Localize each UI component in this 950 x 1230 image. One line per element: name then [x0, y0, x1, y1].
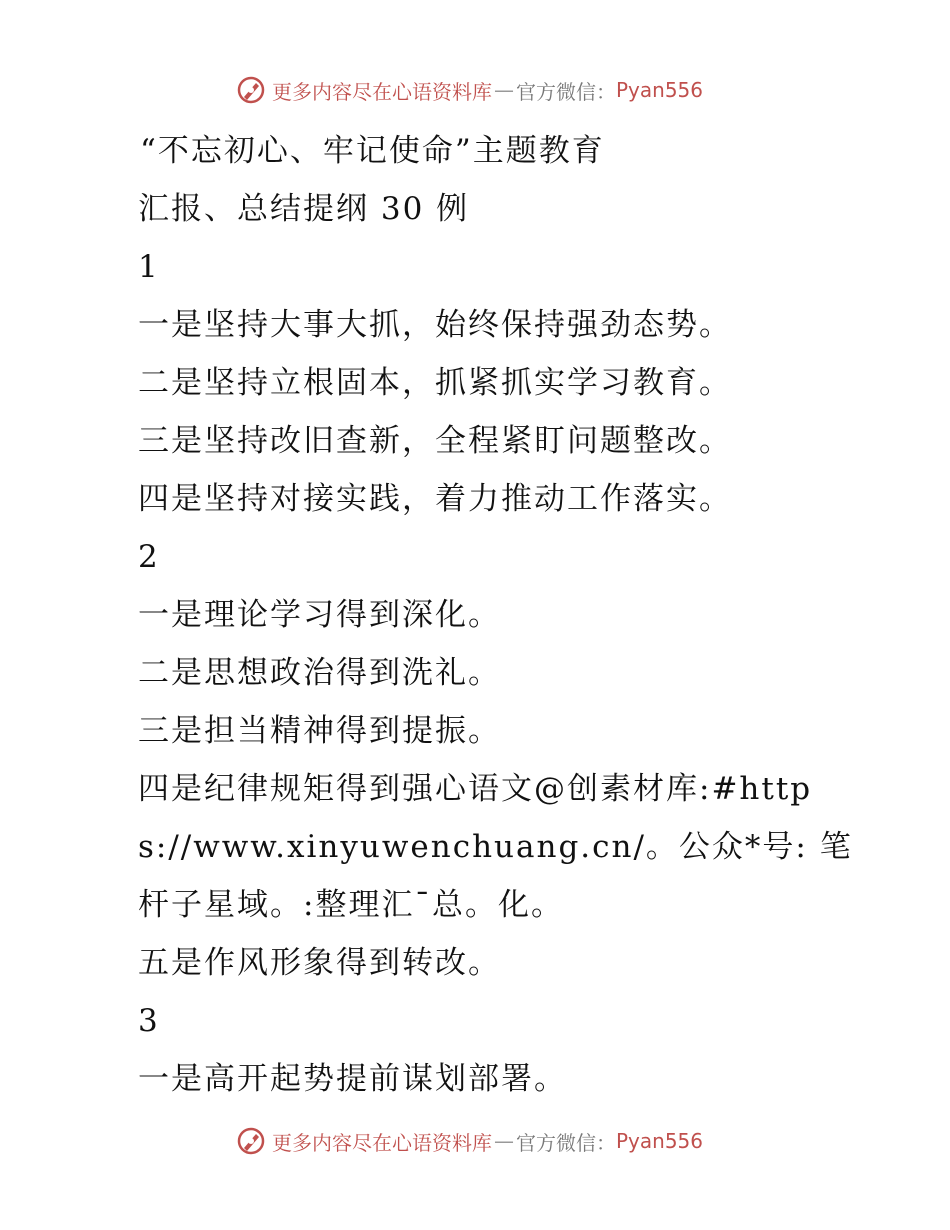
banner-text: 更多内容尽在心语资料库: [272, 1130, 492, 1155]
document-title-line-1: “不忘初心、牢记使命”主题教育: [140, 133, 605, 169]
pen-logo-icon: [236, 1126, 266, 1156]
wechat-label: 官方微信：: [516, 79, 616, 104]
section-number-3: 3: [138, 1003, 160, 1039]
section-1-item-4: 四是坚持对接实践，着力推动工作落实。: [138, 481, 732, 517]
document-body: [96, 122, 856, 1108]
section-1-item-1: 一是坚持大事大抓，始终保持强劲态势。: [138, 307, 732, 343]
section-number-2: 2: [138, 539, 160, 575]
section-2-item-5: 五是作风形象得到转改。: [138, 945, 501, 981]
header-banner: [236, 73, 703, 107]
footer-banner: [236, 1124, 703, 1158]
section-2-item-4: 四是纪律规矩得到强心语文@创素材库:#https://www.xinyuwenchuang.cn/。公众*号: 笔杆子星域。:整理汇¯总。化。: [138, 771, 853, 923]
section-2-item-1: 一是理论学习得到深化。: [138, 597, 501, 633]
section-2-item-3: 三是担当精神得到提振。: [138, 713, 501, 749]
section-2-item-2: 二是思想政治得到洗礼。: [138, 655, 501, 691]
wechat-label: 官方微信：: [516, 1130, 616, 1155]
document-title-line-2: 汇报、总结提纲 30 例: [138, 191, 470, 227]
section-3-item-1: 一是高开起势提前谋划部署。: [138, 1061, 567, 1097]
wechat-id: Pyan556: [616, 1129, 704, 1153]
section-1-item-2: 二是坚持立根固本，抓紧抓实学习教育。: [138, 365, 732, 401]
banner-text: 更多内容尽在心语资料库: [272, 79, 492, 104]
banner-dash: —: [494, 1129, 514, 1153]
pen-logo-icon: [236, 75, 266, 105]
section-number-1: 1: [138, 249, 160, 285]
wechat-id: Pyan556: [616, 78, 704, 102]
section-1-item-3: 三是坚持改旧查新，全程紧盯问题整改。: [138, 423, 732, 459]
banner-dash: —: [494, 78, 514, 102]
